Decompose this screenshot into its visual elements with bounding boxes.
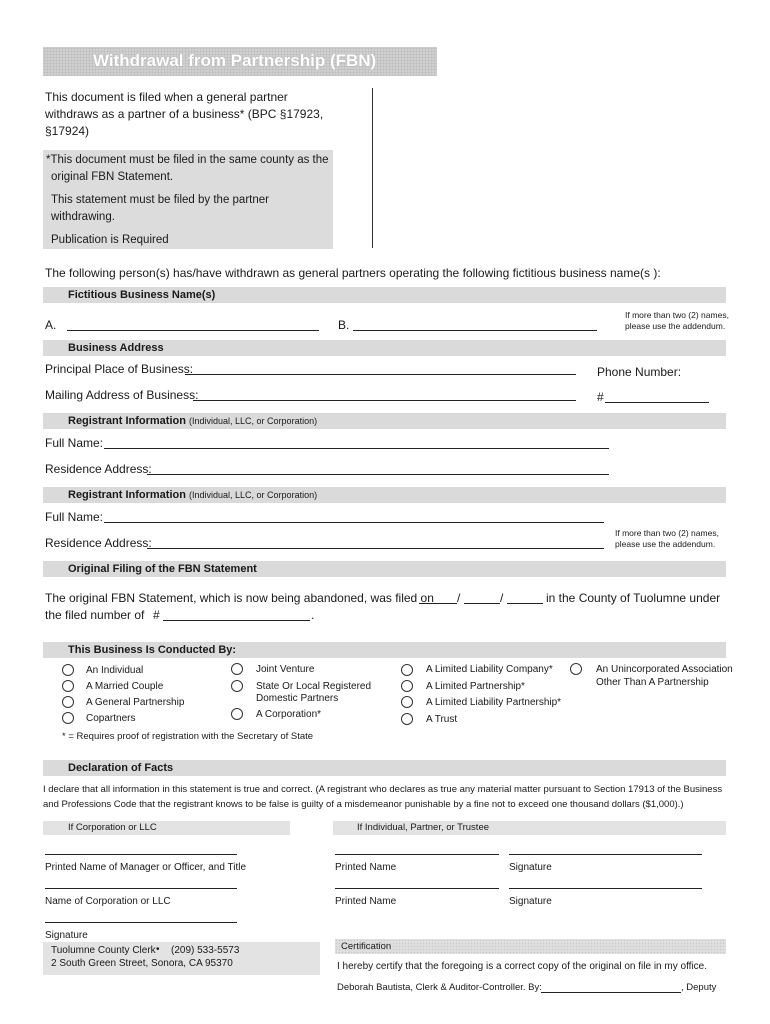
printed-name-field[interactable]	[335, 888, 499, 889]
option-label: A Limited Partnership*	[426, 681, 525, 692]
residence-field[interactable]	[147, 474, 609, 475]
deputy-label: , Deputy	[681, 982, 717, 993]
signature-field[interactable]	[509, 854, 702, 855]
full-name-label: Full Name:	[45, 510, 104, 524]
declaration-line: and Professions Code that the registrant knows to be false is guilty of a misdemeanor punishable by a fine not to exceed one thousand dollars ($1,000).)	[43, 799, 684, 810]
filed-year-field[interactable]	[507, 603, 543, 604]
sig-label: Printed Name	[335, 896, 397, 907]
corp-name-field[interactable]	[45, 888, 237, 889]
intro-text	[45, 89, 335, 140]
name-b-field[interactable]	[353, 330, 597, 331]
sig-label: Printed Name	[335, 862, 397, 873]
filed-month-field[interactable]	[419, 603, 457, 604]
option-label: Other Than A Partnership	[596, 677, 709, 688]
name-a-field[interactable]	[67, 330, 319, 331]
certification-signer: Deborah Bautista, Clerk & Auditor-Controller. By:	[337, 982, 542, 993]
sig-label: Name of Corporation or LLC	[45, 896, 171, 907]
section-title: Business Address	[68, 342, 164, 354]
radio-individual[interactable]	[62, 664, 74, 676]
certification-header: Certification	[335, 939, 726, 954]
lead-sentence: The following person(s) has/have withdrawn as general partners operating the following fictitious business name(s ):	[45, 266, 661, 280]
radio-limited-partnership[interactable]	[401, 680, 413, 692]
mailing-label: Mailing Address of Business:	[45, 388, 199, 402]
full-name-field[interactable]	[104, 448, 609, 449]
full-name-field[interactable]	[104, 522, 604, 523]
notice-line: This statement must be filed by the partner	[51, 194, 269, 206]
date-slash: /	[457, 591, 461, 605]
period: .	[311, 608, 315, 622]
addendum-note	[625, 310, 729, 332]
section-header-address	[43, 340, 726, 356]
note-line: please use the addendum.	[615, 539, 716, 549]
section-header-fictitious	[43, 287, 726, 303]
clerk-address: 2 South Green Street, Sonora, CA 95370	[51, 958, 233, 969]
phone-hash: #	[597, 390, 604, 404]
radio-llp[interactable]	[401, 696, 413, 708]
principal-label: Principal Place of Business:	[45, 362, 194, 376]
page-title: Withdrawal from Partnership (FBN)	[43, 47, 437, 76]
full-name-label: Full Name:	[45, 436, 104, 450]
addendum-note	[615, 528, 719, 550]
option-label: A General Partnership	[86, 697, 185, 708]
manager-name-field[interactable]	[45, 854, 237, 855]
divider	[372, 88, 373, 248]
radio-general-partnership[interactable]	[62, 696, 74, 708]
intro-line: withdraws as a partner of a business* (BPC §17923,	[45, 107, 324, 121]
deputy-signature-field[interactable]	[541, 992, 681, 993]
section-title: Fictitious Business Name(s)	[68, 289, 216, 301]
phone-label: Phone Number:	[597, 365, 682, 379]
radio-trust[interactable]	[401, 713, 413, 725]
corp-header: If Corporation or LLC	[43, 821, 290, 835]
section-subtitle: (Individual, LLC, or Corporation)	[189, 490, 318, 500]
name-a-label: A.	[45, 318, 57, 332]
filed-number-hash: #	[153, 608, 160, 622]
sig-label: Signature	[45, 930, 88, 941]
radio-married-couple[interactable]	[62, 680, 74, 692]
section-title: Registrant Information	[68, 489, 186, 501]
residence-field[interactable]	[147, 548, 604, 549]
intro-line: This document is filed when a general partner	[45, 90, 288, 104]
section-header-conducted	[43, 642, 726, 658]
radio-domestic-partners[interactable]	[231, 680, 243, 692]
principal-field[interactable]	[185, 374, 576, 375]
filing-text-1: The original FBN Statement, which is now being abandoned, was filed on	[45, 591, 434, 605]
option-label: Joint Venture	[256, 664, 315, 675]
phone-field[interactable]	[605, 402, 709, 403]
sig-label: Signature	[509, 862, 552, 873]
printed-name-field[interactable]	[335, 854, 499, 855]
individual-header: If Individual, Partner, or Trustee	[333, 821, 726, 835]
section-header-registrant-1	[43, 413, 726, 429]
residence-label: Residence Address:	[45, 462, 152, 476]
radio-joint-venture[interactable]	[231, 663, 243, 675]
option-label: A Trust	[426, 714, 458, 725]
radio-copartners[interactable]	[62, 712, 74, 724]
declaration-line: I declare that all information in this statement is true and correct. (A registrant who declares as true any material matter pursuant to Section 17913 of the Business	[43, 784, 723, 795]
corp-signature-field[interactable]	[45, 922, 237, 923]
name-b-label: B.	[338, 318, 350, 332]
option-label: Domestic Partners	[256, 693, 339, 704]
sig-label: Signature	[509, 896, 552, 907]
radio-unincorporated-association[interactable]	[570, 663, 582, 675]
footnote: * = Requires proof of registration with the Secretary of State	[62, 731, 314, 742]
note-line: please use the addendum.	[625, 321, 726, 331]
radio-llc[interactable]	[401, 664, 413, 676]
filing-text-3: the filed number of	[45, 608, 145, 622]
note-line: If more than two (2) names,	[625, 310, 729, 320]
notice-line: withdrawing.	[51, 211, 115, 223]
filed-number-field[interactable]	[163, 620, 310, 621]
intro-line: §17924)	[45, 124, 90, 138]
notice-line: Publication is Required	[51, 234, 169, 246]
certification-text: I hereby certify that the foregoing is a correct copy of the original on file in my office.	[337, 961, 708, 972]
residence-label: Residence Address:	[45, 536, 152, 550]
filed-day-field[interactable]	[464, 603, 500, 604]
sig-label: Printed Name of Manager or Officer, and Title	[45, 862, 247, 873]
option-label: A Married Couple	[86, 681, 164, 692]
notice-line: *This document must be filed in the same county as the	[46, 154, 329, 166]
date-slash: /	[500, 591, 504, 605]
option-label: A Limited Liability Company*	[426, 664, 553, 675]
clerk-phone: (209) 533-5573	[171, 945, 240, 956]
declaration-text	[43, 782, 733, 812]
mailing-field[interactable]	[193, 400, 576, 401]
section-title: Registrant Information	[68, 415, 186, 427]
notice-line: original FBN Statement.	[51, 171, 174, 183]
option-label: State Or Local Registered	[256, 681, 372, 692]
section-header-registrant-2	[43, 487, 726, 503]
signature-field[interactable]	[509, 888, 702, 889]
section-title: This Business Is Conducted By:	[68, 644, 237, 656]
section-header-declaration	[43, 760, 726, 776]
option-label: A Limited Liability Partnership*	[426, 697, 562, 708]
option-label: An Individual	[86, 665, 144, 676]
filing-text-2: in the County of Tuolumne under	[546, 591, 721, 605]
section-header-original-filing	[43, 561, 726, 577]
option-label: Copartners	[86, 713, 136, 724]
option-label: A Corporation*	[256, 709, 322, 720]
section-title: Original Filing of the FBN Statement	[68, 563, 257, 575]
clerk-name: Tuolumne County Clerk	[51, 945, 156, 956]
note-line: If more than two (2) names,	[615, 528, 719, 538]
section-title: Declaration of Facts	[68, 762, 174, 774]
bullet: •	[156, 944, 160, 955]
option-label: An Unincorporated Association	[596, 664, 733, 675]
section-subtitle: (Individual, LLC, or Corporation)	[189, 416, 318, 426]
radio-corporation[interactable]	[231, 708, 243, 720]
